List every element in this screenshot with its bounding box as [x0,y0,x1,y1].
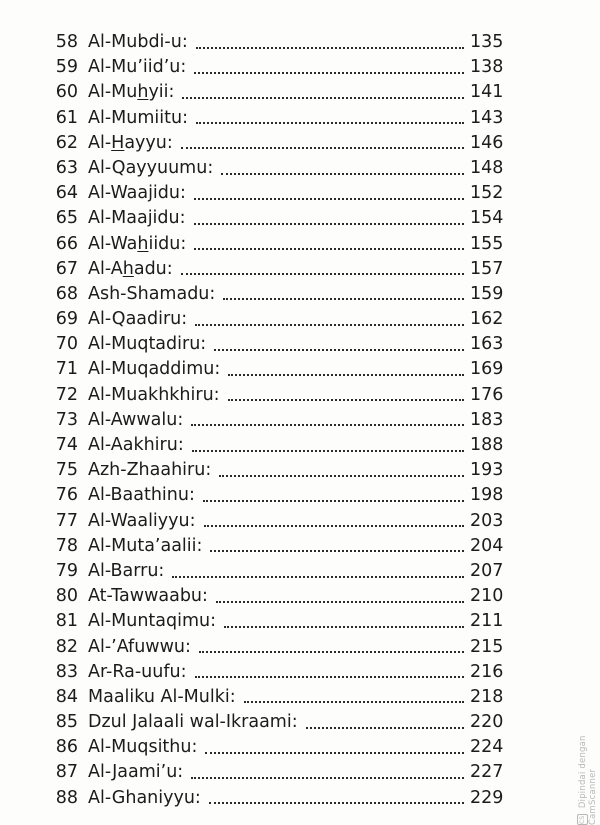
entry-number: 86 [55,737,78,758]
entry-title: Al-Aakhiru: [88,435,184,455]
entry-title: Azh-Zhaahiru: [88,460,212,481]
entry-title-part: adu: [133,258,173,279]
entry-number: 63 [55,157,78,178]
toc-entry [0,55,600,80]
toc-entry [0,332,600,357]
toc-entry [0,735,600,760]
toc-entry [0,584,600,609]
dot-leader [228,374,464,376]
dot-leader [195,324,464,326]
dot-leader [181,273,464,275]
toc-entry [0,106,600,131]
dot-leader [191,777,464,779]
entry-title: Ar-Ra-uufu: [88,661,187,682]
entry-page-number: 135 [470,32,504,52]
toc-entry [0,685,600,710]
entry-page-number: 218 [470,686,504,707]
entry-title: Al-Waaliyyu: [88,510,196,531]
entry-number: 81 [55,611,78,632]
entry-number: 66 [55,233,78,254]
entry-title-part: Al-A [88,258,123,279]
entry-page-number: 157 [470,258,504,279]
dot-leader [172,576,464,578]
toc-entry [0,383,600,408]
entry-number: 60 [55,82,78,103]
toc-entry [0,156,600,181]
entry-number: 61 [55,107,78,128]
dot-leader [224,626,464,628]
toc-entry [0,232,600,257]
dot-leader [194,248,464,250]
entry-title-part: iidu: [148,233,187,254]
entry-page-number: 148 [470,157,504,178]
entry-number: 85 [55,712,78,733]
toc-entry [0,257,600,282]
entry-title: Ash-Shamadu: [88,283,216,304]
entry-title: Dzul Jalaali wal-Ikraami: [88,712,298,733]
toc-entry [0,80,600,105]
entry-title: Al-Qaadiru: [88,309,188,330]
dot-leader [195,676,464,678]
entry-title-part: Al-Wa [88,233,138,254]
toc-entry [0,282,600,307]
toc-entry [0,660,600,685]
dot-leader [196,47,464,49]
entry-number: 83 [55,661,78,682]
entry-number: 84 [55,686,78,707]
toc-entry [0,760,600,785]
entry-title: Al-Muqtadiru: [88,334,207,355]
entry-title-part: ayyu: [124,132,173,153]
dot-leader [210,550,464,552]
entry-title: Al-Mu’iid’u: [88,57,187,78]
entry-number: 78 [55,535,78,556]
toc-entry [0,609,600,634]
entry-title [88,80,182,105]
dot-leader [209,802,464,804]
entry-number: 73 [55,409,78,430]
dot-leader [199,651,464,653]
toc-entry [0,509,600,534]
entry-title [88,131,181,156]
dot-leader [214,349,464,351]
entry-number: 76 [55,485,78,506]
dot-leader [244,701,464,703]
dot-leader [194,223,464,225]
entry-title: Al-Barru: [88,560,165,581]
entry-title-part: Al-Mu [88,82,138,103]
entry-title: Al-Maajidu: [88,208,186,229]
entry-number: 77 [55,510,78,531]
toc-entry [0,786,600,811]
entry-page-number: 227 [470,762,504,783]
toc-entry [0,483,600,508]
entry-page-number: 169 [470,359,504,380]
dot-leader [194,198,464,200]
entry-number: 74 [55,435,78,455]
dot-leader [219,475,464,477]
entry-page-number: 159 [470,283,504,304]
entry-title: Al-Waajidu: [88,183,186,204]
entry-number: 75 [55,460,78,481]
entry-number: 72 [55,384,78,405]
camscanner-icon: CS [579,815,586,824]
dot-leader [204,525,465,527]
entry-page-number: 155 [470,233,504,254]
entry-number: 88 [55,787,78,808]
entry-title [88,232,194,257]
entry-page-number: 198 [470,485,504,506]
dot-leader [216,601,464,603]
dot-leader [182,97,464,99]
dot-leader [191,424,464,426]
entry-title-underlined-letter: h [137,233,149,254]
toc-entry [0,635,600,660]
entry-page-number: 207 [470,560,504,581]
entry-title: Al-Baathinu: [88,485,195,506]
entry-number: 69 [55,309,78,330]
entry-page-number: 176 [470,384,504,405]
entry-title: At-Tawwaabu: [88,586,208,607]
watermark-text: Dipindai dengan CamScanner [578,735,598,825]
entry-title: Al-Qayyuumu: [88,157,214,178]
entry-page-number: 215 [470,636,504,657]
dot-leader [223,298,464,300]
dot-leader [228,399,464,401]
entry-number: 62 [55,132,78,153]
entry-number: 65 [55,208,78,229]
dot-leader [306,727,464,729]
entry-number: 70 [55,334,78,355]
entry-title [88,257,181,282]
entry-title: Al-Jaami’u: [88,762,184,783]
entry-number: 67 [55,258,78,279]
entry-page-number: 203 [470,510,504,531]
entry-title: Al-Mumiitu: [88,107,188,128]
entry-title: Al-Ghaniyyu: [88,787,201,808]
entry-page-number: 162 [470,309,504,330]
table-of-contents [0,30,600,811]
entry-title-part: Al- [88,132,112,153]
toc-entry [0,30,600,55]
entry-page-number: 163 [470,334,504,355]
entry-number: 79 [55,560,78,581]
toc-entry [0,357,600,382]
dot-leader [194,72,464,74]
entry-title: Al-’Afuwwu: [88,636,191,657]
entry-number: 68 [55,283,78,304]
entry-page-number: 141 [470,82,504,103]
toc-entry [0,181,600,206]
entry-page-number: 224 [470,737,504,758]
entry-title: Al-Mubdi-u: [88,32,188,52]
entry-title: Al-Muta’aalii: [88,535,203,556]
entry-title-underlined-letter: h [137,82,149,103]
entry-page-number: 188 [470,435,504,455]
entry-page-number: 229 [470,787,504,808]
entry-page-number: 146 [470,132,504,153]
entry-number: 58 [55,32,78,52]
camscanner-watermark [577,700,598,825]
dot-leader [221,173,464,175]
dot-leader [196,122,464,124]
entry-page-number: 183 [470,409,504,430]
toc-entry [0,307,600,332]
entry-number: 82 [55,636,78,657]
dot-leader [203,500,464,502]
entry-page-number: 152 [470,183,504,204]
entry-number: 80 [55,586,78,607]
entry-number: 64 [55,183,78,204]
toc-entry [0,710,600,735]
entry-page-number: 193 [470,460,504,481]
toc-entry [0,534,600,559]
dot-leader [181,147,464,149]
toc-entry [0,458,600,483]
dot-leader [205,752,464,754]
entry-page-number: 138 [470,57,504,78]
entry-title: Al-Muntaqimu: [88,611,217,632]
entry-title: Al-Muqsithu: [88,737,198,758]
entry-title: Al-Awwalu: [88,409,184,430]
toc-entry [0,433,600,458]
toc-entry [0,408,600,433]
entry-title-underlined-letter: H [111,132,125,153]
entry-page-number: 143 [470,107,504,128]
entry-title: Al-Muakhkhiru: [88,384,220,405]
entry-number: 87 [55,762,78,783]
entry-page-number: 154 [470,208,504,229]
entry-title: Maaliku Al-Mulki: [88,686,236,707]
entry-title-underlined-letter: h [122,258,134,279]
toc-entry [0,559,600,584]
entry-page-number: 211 [470,611,504,632]
entry-page-number: 210 [470,586,504,607]
entry-page-number: 204 [470,535,504,556]
toc-entry [0,206,600,231]
entry-page-number: 220 [470,712,504,733]
entry-title-part: yii: [148,82,175,103]
entry-number: 59 [55,57,78,78]
dot-leader [192,450,464,452]
toc-entry [0,131,600,156]
entry-number: 71 [55,359,78,380]
entry-page-number: 216 [470,661,504,682]
entry-title: Al-Muqaddimu: [88,359,221,380]
